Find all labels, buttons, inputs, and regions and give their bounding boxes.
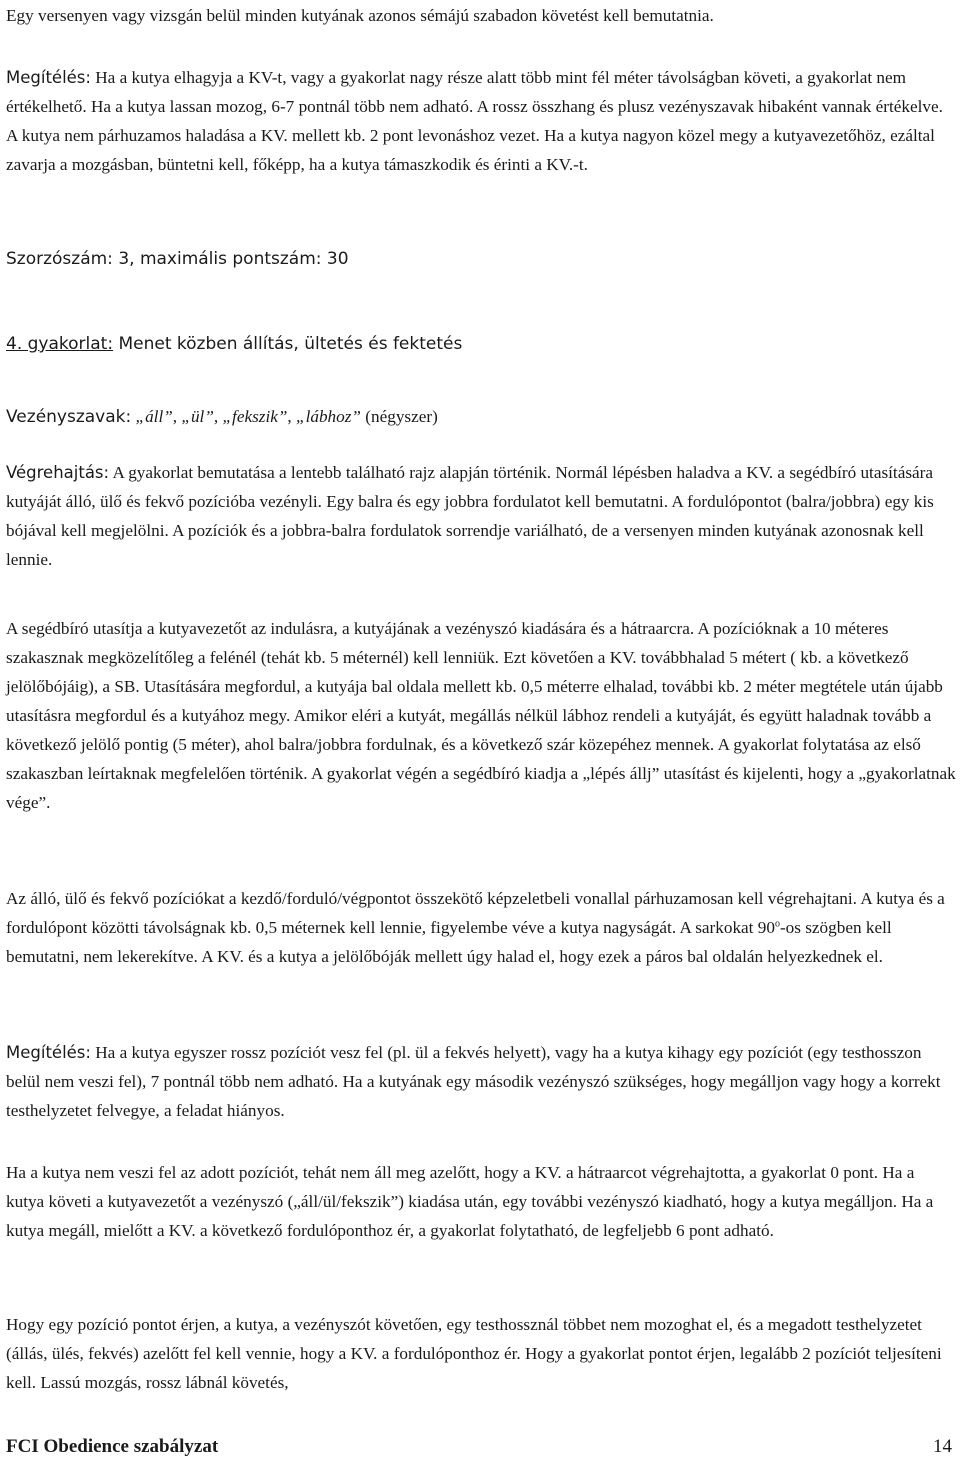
- positions-text-a: Az álló, ülő és fekvő pozíciókat a kezdő/forduló/végpontot összekötő képzeletbeli vonallal párhuzamosan kell végrehajtani. A kutya és a fordulópont közötti távolságnak kb. 0,5 méternek kell lennie, figyelembe véve a kutya nagyságát. A sarkokat 90: [6, 889, 945, 937]
- positions-text-b: -os szögben kell bemutatni, nem lekerekítve. A KV. és a kutya a jelölőbóják mellett úgy halad el, hogy ezek a páros bal oldalán helyezkednek el.: [6, 918, 892, 966]
- judging-paragraph-1: [6, 63, 956, 179]
- judging-paragraph-2: [6, 1038, 956, 1125]
- page-number: 14: [933, 1436, 952, 1457]
- multiplier-line: Szorzószám: 3, maximális pontszám: 30: [6, 249, 349, 269]
- commands-note: (négyszer): [365, 407, 438, 426]
- degree-mark: o: [774, 918, 780, 930]
- execution-label: Végrehajtás:: [6, 463, 110, 482]
- failure-paragraph: Ha a kutya nem veszi fel az adott pozíciót, tehát nem áll meg azelőtt, hogy a KV. a hátraarcot végrehajtotta, a gyakorlat 0 pont. Ha a kutya követi a kutyavezetőt a vezényszó („áll/ül/fekszik”) kiadása után, egy további vezényszó kiadható, hogy a kutya megálljon. Ha a kutya megáll, mielőtt a KV. a következő fordulóponthoz ér, a gyakorlat folytatható, de legfeljebb 6 pont adható.: [6, 1163, 934, 1240]
- command-down: „fekszik”: [222, 407, 288, 426]
- instructions-paragraph: A segédbíró utasítja a kutyavezetőt az indulásra, a kutyájának a vezényszó kiadására és a hátraarcra. A pozícióknak a 10 méteres szakasznak megközelítőleg a felénél (tehát kb. 5 méternél) kell lenniük. Ezt követően a KV. továbbhalad 5 métert ( kb. a következő jelölőbójáig), a SB. Utasítására megfordul, a kutyája bal oldala mellett kb. 0,5 méterre elhalad, további kb. 2 méter megtétele után újabb utasításra megfordul és a kutyához megy. Amikor eléri a kutyát, megállás nélkül lábhoz rendeli a kutyáját, és együtt haladnak tovább a következő jelölő pontig (5 méter), ahol balra/jobbra fordulnak, és a következő szár közepéhez mennek. A gyakorlat folytatása az első szakaszban leírtaknak megfelelően történik. A gyakorlat végén a segédbíró kiadja a „lépés állj” utasítást és kijelenti, hogy a „gyakorlatnak vége”.: [6, 619, 956, 812]
- judging-label-2: Megítélés:: [6, 1043, 91, 1062]
- exercise-number: 4. gyakorlat:: [6, 334, 114, 354]
- page-footer: [6, 1436, 952, 1458]
- execution-text: A gyakorlat bemutatása a lentebb található rajz alapján történik. Normál lépésben haladva a KV. a segédbíró utasítására kutyáját álló, ülő és fekvő pozícióba vezényli. Egy balra és egy jobbra fordulatot kell bemutatni. A fordulópontot (balra/jobbra) egy kis bójával kell megjelölni. A pozíciók és a jobbra-balra fordulatok sorrendje variálható, de a versenyen minden kutyának azonosnak kell lennie.: [6, 463, 934, 569]
- intro-paragraph: Egy versenyen vagy vizsgán belül minden kutyának azonos sémájú szabadon követést kell bemutatnia.: [6, 6, 714, 25]
- footer-title: FCI Obedience szabályzat: [6, 1436, 219, 1457]
- exercise-title: Menet közben állítás, ültetés és fektetés: [113, 334, 463, 354]
- judging-label: Megítélés:: [6, 68, 91, 87]
- command-heel: „lábhoz”: [296, 407, 361, 426]
- commands-line: Vezényszavak: „áll”, „ül”, „fekszik”, „lábhoz” (négyszer): [6, 407, 438, 427]
- exercise-heading: [6, 330, 462, 359]
- points-paragraph: Hogy egy pozíció pontot érjen, a kutya, a vezényszót követően, egy testhossznál többet nem mozoghat el, és a megadott testhelyzetet (állás, ülés, fekvés) azelőtt fel kell vennie, hogy a KV. a fordulóponthoz ér. Hogy a gyakorlat pontot érjen, legalább 2 pozíciót teljesíteni kell. Lassú mozgás, rossz lábnál követés,: [6, 1315, 942, 1392]
- positions-paragraph: [6, 884, 956, 971]
- command-sit: „ül”: [181, 407, 214, 426]
- commands-label: Vezényszavak:: [6, 407, 132, 427]
- judging-text: Ha a kutya elhagyja a KV-t, vagy a gyakorlat nagy része alatt több mint fél méter távolságban követi, a gyakorlat nem értékelhető. Ha a kutya lassan mozog, 6-7 pontnál több nem adható. A rossz összhang és plusz vezényszavak hibaként vannak értékelve. A kutya nem párhuzamos haladása a KV. mellett kb. 2 pont levonáshoz vezet. Ha a kutya nagyon közel megy a kutyavezetőhöz, ezáltal zavarja a mozgásban, büntetni kell, főképp, ha a kutya támaszkodik és érinti a KV.-t.: [6, 68, 943, 174]
- judging-text-2: Ha a kutya egyszer rossz pozíciót vesz fel (pl. ül a fekvés helyett), vagy ha a kutya kihagy egy pozíciót (egy testhosszon belül nem veszi fel), 7 pontnál több nem adható. Ha a kutyának egy második vezényszó szükséges, hogy megálljon vagy hogy a korrekt testhelyzetet felvegye, a feladat hiányos.: [6, 1043, 941, 1120]
- execution-paragraph: [6, 458, 956, 574]
- command-stand: „áll”: [135, 407, 173, 426]
